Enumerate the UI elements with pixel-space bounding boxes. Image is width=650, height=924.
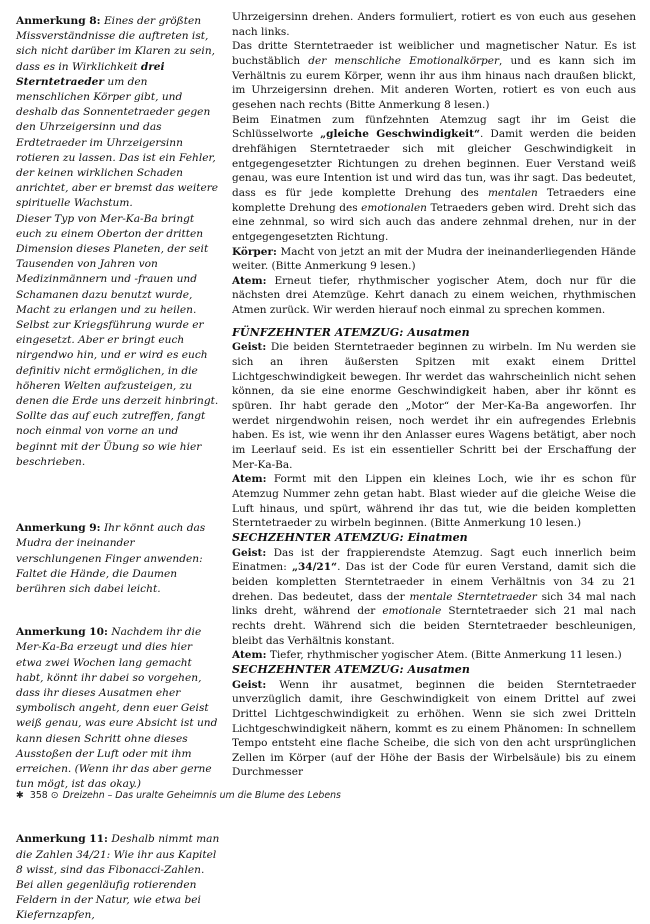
text-run: Beim Einatmen zum fünfzehnten Atemzug sagt ihr im Geist die Schlüsselworte: [232, 113, 636, 141]
page-number: 358: [29, 790, 48, 801]
italic-run: emotionale: [382, 605, 442, 618]
text-run: sich 34 mal nach links dreht, während der: [232, 590, 636, 618]
section-heading-15: FÜNFZEHNTER ATEMZUG: Ausatmen: [232, 325, 470, 339]
note-11: [16, 832, 220, 923]
text-run: Tiefer, rhythmischer yogischer Atem. (Bitte Anmerkung 11 lesen.): [266, 649, 622, 662]
note-9: [16, 521, 220, 597]
note-9-text: Ihr könnt auch das Mudra der ineinander verschlungenen Finger anwenden: Faltet die Hände, die Daumen berühren sich dabei leicht.: [16, 522, 206, 595]
note-8-text-2: um den menschlichen Körper gibt, und deshalb das Sonnentetraeder gegen den Uhrzeigersinn und das Erdtetraeder im Uhrzeigersinn rotieren zu lassen. Das ist ein Fehler, der keinen wirklichen Schaden anrichtet, aber er bremst das weitere spirituelle Wachstum.: [16, 75, 219, 210]
paragraph: [232, 113, 636, 245]
page-footer: [16, 790, 636, 801]
margin-notes: [16, 14, 220, 924]
mind-label: Geist:: [232, 341, 267, 354]
note-11-label: Anmerkung 11:: [16, 833, 108, 846]
text-run: . Damit werden die beiden drehfähigen Sterntetraeder sich mit gleicher Geschwindigkeit in entgegengesetzter Richtungen zu drehen beginnen. Euer Verstand weiß genau, was eure Intention ist und wird das tun, was ihr sagt. Das bedeutet, dass es für jede komplette Drehung des: [232, 128, 636, 199]
text-run: Formt mit den Lippen ein kleines Loch, wie ihr es schon für Atemzug Nummer zehn getan habt. Blast wieder auf die gleiche Weise die Luft hinaus, und spürt, während ihr das tut, wie die beiden kompletten Sterntetraeder zu wirbeln beginnen. (Bitte Anmerkung 10 lesen.): [232, 473, 636, 530]
text-run: Das dritte Sterntetraeder ist weiblicher und magnetischer Natur. Es ist buchstäblich: [232, 40, 636, 67]
note-8-label: Anmerkung 8:: [16, 15, 101, 27]
text-run: . Das ist der Code für euren Verstand, damit sich die beiden kompletten Sterntetraeder in einem Verhältnis von 34 zu 21 drehen. Das bedeutet, dass der: [232, 561, 637, 603]
text-run: Macht von jetzt an mit der Mudra der ineinanderliegenden Hände weiter. (Bitte Anmerkung 9 lesen.): [232, 245, 636, 273]
breath-label: Atem:: [232, 274, 267, 287]
running-footer-text: Dreizehn – Das uralte Geheimnis um die Blume des Lebens: [62, 790, 341, 801]
breath-label: Atem:: [232, 649, 267, 662]
text-run: , und es kann sich im Verhältnis zu eurem Körper, wenn ihr aus ihm hinaus nach draußen blickt, im Uhrzeigersinn drehen. Mit anderen Worten, rotiert es von euch aus gesehen nach rechts (Bitte Anmerkung 8 lesen.): [232, 54, 636, 111]
note-10: [16, 625, 220, 792]
paragraph: Uhrzeigersinn drehen. Anders formuliert, rotiert es von euch aus gesehen nach links.: [232, 11, 636, 38]
italic-run: der menschliche Emotionalkörper: [308, 54, 500, 67]
breath-label: Atem:: [232, 473, 267, 486]
paragraph: [232, 39, 636, 112]
note-8-bold: drei Sterntetraeder: [16, 60, 165, 88]
paragraph: [232, 274, 636, 318]
mind-label: Geist:: [232, 678, 267, 691]
note-11-text: Deshalb nimmt man die Zahlen 34/21: Wie ihr aus Kapitel 8 wisst, sind das Fibonacci-Zahlen. Bei allen gegenläufig rotierenden Feldern in der Natur, wie etwa bei Kiefernzapfen,: [16, 833, 220, 922]
text-run: Das ist der frappierendste Atemzug. Sagt euch innerlich beim Einatmen:: [232, 546, 636, 574]
paragraph: [232, 472, 636, 531]
note-8-continuation: Dieser Typ von Mer-Ka-Ba bringt euch zu einem Oberton der dritten Dimension dieses Planeten, der seit Tausenden von Jahren von Medizinmännern und -frauen und Schamanen dazu benutzt wurde, Macht zu erlangen und zu heilen. Selbst zur Kriegsführung wurde er eingesetzt. Aber er bringt euch nirgendwo hin, und er wird es euch definitiv nicht ermöglichen, in die höheren Welten aufzusteigen, zu denen die Erde uns derzeit hinbringt. Sollte das auf euch zutreffen, fangt noch einmal von vorne an und beginnt mit der Übung so wie hier beschrieben.: [16, 212, 219, 468]
paragraph: [232, 678, 636, 781]
mind-label: Geist:: [232, 546, 267, 559]
text-run: Sterntetraeder sich 21 mal nach rechts dreht. Während sich die beiden Sterntetraeder beschleunigen, bleibt das Verhältnis konstant.: [232, 605, 636, 647]
italic-run: mentalen: [487, 186, 538, 199]
star-icon: ✱: [16, 790, 24, 801]
note-8-text-1: Eines der größten Missverständnisse die auftreten ist, sich nicht darüber im Klaren zu sein, dass es in Wirklichkeit: [16, 15, 216, 73]
italic-run: emotionalen: [361, 201, 427, 214]
note-10-label: Anmerkung 10:: [16, 626, 108, 639]
text-run: Tetraeders eine komplette Drehung des: [232, 186, 636, 214]
main-text: [232, 10, 636, 780]
text-run: Wenn ihr ausatmet, beginnen die beiden Sterntetraeder unverzüglich damit, ihre Geschwindigkeit von einem Drittel auf zwei Drittel Lichtgeschwindigkeit zu erhöhen. Wenn sie sich zwei Dritteln Lichtgeschwindigkeit nähern, kommt es zu einem Phänomen: In schnellem Tempo entsteht eine flache Scheibe, die sich von den acht ursprünglichen Zellen im Körper (auf der Höhe der Basis der Wirbelsäule) bis zu einem Durchmesser: [232, 678, 636, 779]
text-run: Die beiden Sterntetraeder beginnen zu wirbeln. Im Nu werden sie sich an ihren äußersten Spitzen mit exakt einem Drittel Lichtgeschwindigkeit bewegen. Ihr werdet das wahrscheinlich nicht sehen können, da sie eine enorme Geschwindigkeit haben, aber ihr könnt es spüren. Ihr habt gerade den „Motor“ der Mer-Ka-Ba angeworfen. Ihr werdet nirgendwohin reisen, noch werdet ihr ein aufregendes Erlebnis haben. Es ist, wie wenn ihr den Anlasser eures Wagens betätigt, aber noch im Leerlauf seid. Es ist ein essentieller Schritt bei der Erschaffung der Mer-Ka-Ba.: [232, 341, 636, 471]
circle-dot-icon: ⊙: [50, 790, 59, 801]
section-heading-16-inhale: SECHZEHNTER ATEMZUG: Einatmen: [232, 530, 468, 544]
text-run: Erneut tiefer, rhythmischer yogischer Atem, doch nur für die nächsten drei Atemzüge. Kehrt danach zu einem weichen, rhythmischen Atmen zurück. Wir werden hierauf noch einmal zu sprechen kommen.: [232, 274, 636, 317]
paragraph: [232, 245, 636, 274]
paragraph: [232, 546, 636, 649]
keyword-run: „gleiche Geschwindigkeit“: [320, 128, 481, 141]
paragraph: [232, 648, 636, 663]
note-10-text: Nachdem ihr die Mer-Ka-Ba erzeugt und dies hier etwa zwei Wochen lang gemacht habt, könnt ihr dabei so vorgehen, dass ihr dieses Ausatmen eher symbolisch angeht, denn euer Geist weiß genau, was eure Absicht ist und kann diesen Schritt ohne dieses Ausstoßen der Luft oder mit ihm erreichen. (Wenn ihr das aber gerne tun mögt, ist das okay.): [16, 626, 218, 791]
italic-run: mentale Sterntetraeder: [409, 590, 537, 603]
section-heading-16-exhale: SECHZEHNTER ATEMZUG: Ausatmen: [232, 662, 470, 676]
text-run: Tetraeders geben wird. Dreht sich das eine zehnmal, so wird sich auch das andere zehnmal drehen, nur in der entgegengesetzten Richtung.: [232, 201, 637, 243]
note-9-label: Anmerkung 9:: [16, 522, 101, 535]
paragraph: [232, 340, 636, 472]
note-8: [16, 14, 220, 212]
body-label: Körper:: [232, 245, 277, 258]
keyword-run: „34/21“: [291, 561, 338, 574]
